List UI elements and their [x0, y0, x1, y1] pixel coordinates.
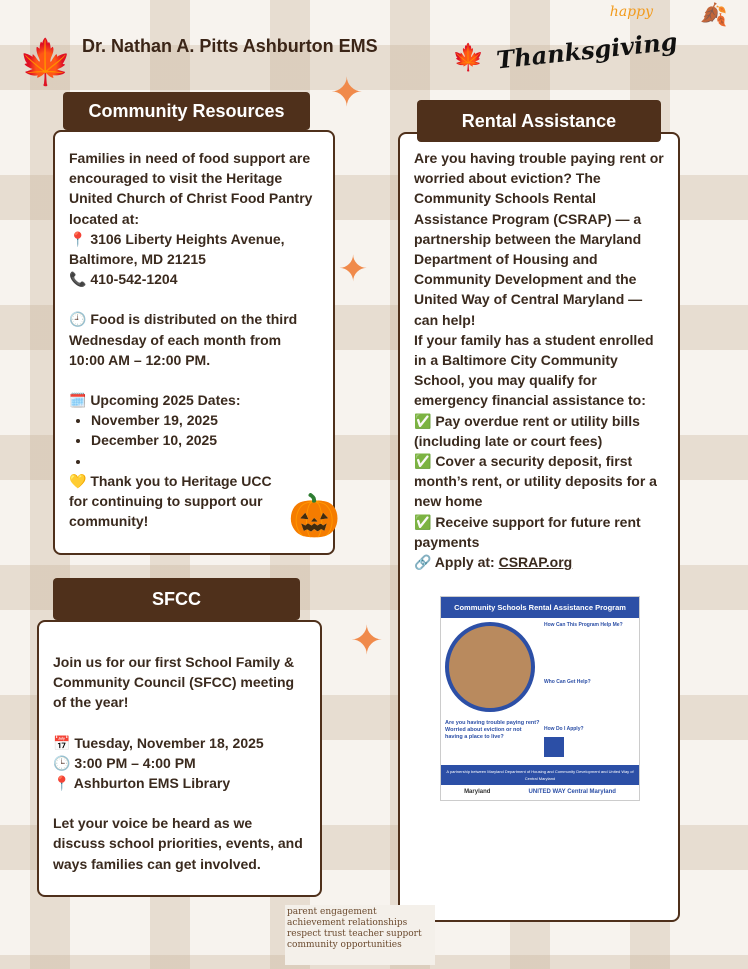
sfcc-closing: Let your voice be heard as we discuss school priorities, events, and ways families can get involved.: [53, 815, 303, 872]
date-item: • November 19, 2025: [91, 410, 319, 430]
united-way-logo: UNITED WAY Central Maryland: [528, 789, 616, 796]
apply-line: [414, 552, 664, 572]
maryland-logo: Maryland: [464, 789, 491, 796]
dates-list: [91, 410, 319, 471]
flyer-title: Community Schools Rental Assistance Program: [441, 597, 639, 618]
qr-code: [544, 737, 564, 757]
community-resources-heading: Community Resources: [63, 92, 310, 130]
flyer-q1: How Can This Program Help Me?: [544, 622, 623, 629]
intro-text: Families in need of food support are encouraged to visit the Heritage United Church of Christ Food Pantry located at:: [69, 150, 313, 227]
flyer-q3: How Do I Apply?: [544, 726, 584, 733]
csrap-link[interactable]: CSRAP.org: [498, 554, 573, 571]
family-photo: [445, 622, 535, 712]
benefit-item: ✅ Receive support for future rent payments: [414, 513, 641, 550]
benefit-item: ✅ Pay overdue rent or utility bills (including late or court fees): [414, 412, 640, 449]
rental-eligibility: If your family has a student enrolled in a Baltimore City Community School, you may qualify for emergency financial assistance to:: [414, 331, 654, 409]
rental-assistance-heading: Rental Assistance: [417, 100, 661, 142]
happy-text: happy: [609, 4, 653, 20]
thanks-text: 💛 Thank you to Heritage UCC for continuing to support our community!: [69, 472, 272, 530]
sfcc-intro: Join us for our first School Family & Community Council (SFCC) meeting of the year!: [53, 654, 295, 711]
apply-label: 🔗 Apply at:: [414, 554, 499, 571]
sfcc-heading: SFCC: [53, 578, 300, 620]
flyer-q2: Who Can Get Help?: [544, 679, 591, 686]
meeting-date: 📅 Tuesday, November 18, 2025: [53, 734, 264, 751]
pumpkin-icon: 🎃: [288, 492, 341, 539]
word-cloud: parent engagement achievement relationships respect trust teacher support community opportunities: [285, 905, 435, 965]
flyer-left-heading: Are you having trouble paying rent? Worried about eviction or not having a place to live?: [445, 720, 540, 741]
sparkle-icon: ✦: [338, 248, 369, 289]
school-name: Dr. Nathan A. Pitts Ashburton EMS: [82, 36, 378, 56]
date-item: • December 10, 2025: [91, 430, 319, 450]
dates-heading: 🗓️ Upcoming 2025 Dates:: [69, 392, 241, 409]
thanksgiving-logo: Thanksgiving: [495, 26, 680, 75]
meeting-place: 📍 Ashburton EMS Library: [53, 775, 231, 792]
rental-assistance-card: [398, 132, 680, 922]
sparkle-icon: ✦: [350, 619, 384, 663]
phone: 📞 410-542-1204: [69, 271, 178, 288]
maple-leaf-icon: 🍁: [18, 38, 73, 87]
sparkle-icon: ✦: [330, 71, 364, 115]
meeting-time: 🕒 3:00 PM – 4:00 PM: [53, 754, 196, 771]
benefit-item: ✅ Cover a security deposit, first month’s rent, or utility deposits for a new home: [414, 453, 657, 510]
schedule: 🕘 Food is distributed on the third Wednesday of each month from 10:00 AM – 12:00 PM.: [69, 311, 298, 368]
date-item: [91, 451, 319, 471]
leaf-icon: 🍂: [700, 2, 728, 27]
sfcc-card: [37, 620, 322, 897]
csrap-flyer: [440, 596, 640, 801]
flyer-footer: A partnership between Maryland Department of Housing and Community Development and United Way of Central Maryland: [441, 765, 639, 785]
leaf-icon: 🍁: [452, 42, 485, 72]
rental-intro: Are you having trouble paying rent or worried about eviction? The Community Schools Rental Assistance Program (CSRAP) — a partnership between the Maryland Department of Housing and Community Development and the United Way of Central Maryland — can help!: [414, 150, 664, 328]
address: 📍 3106 Liberty Heights Avenue, Baltimore, MD 21215: [69, 230, 285, 268]
